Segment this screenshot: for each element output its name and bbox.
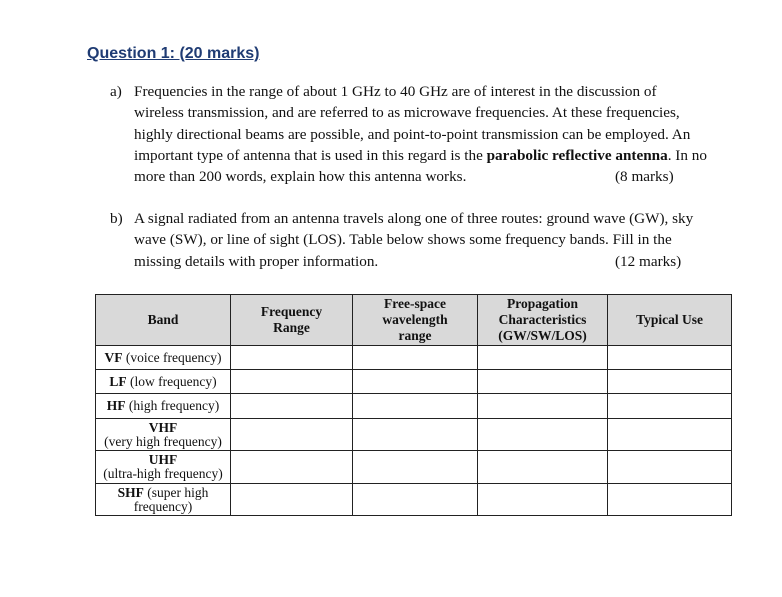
table-header-row (96, 295, 732, 346)
cell-frequency-range[interactable] (231, 419, 353, 451)
cell-typical-use[interactable] (608, 346, 732, 370)
header-typical-use: Typical Use (608, 295, 732, 346)
cell-propagation[interactable] (478, 394, 608, 419)
band-hf: HF (high frequency) (96, 394, 231, 419)
table-row (96, 419, 732, 451)
parabolic-antenna-term: parabolic reflective antenna (486, 146, 668, 164)
part-b-line-3 (134, 251, 750, 272)
part-b-line-2: wave (SW), or line of sight (LOS). Table below shows some frequency bands. Fill in the (134, 231, 672, 249)
header-frequency-range: Frequency Range (231, 295, 353, 346)
part-a-label: a) (110, 83, 122, 100)
table-row (96, 346, 732, 370)
band-vf: VF (voice frequency) (96, 346, 231, 370)
part-a-line-4-start: important type of antenna that is used in this regard is the (134, 146, 487, 164)
cell-wavelength-range[interactable] (353, 370, 478, 394)
cell-propagation[interactable] (478, 346, 608, 370)
cell-propagation[interactable] (478, 370, 608, 394)
cell-frequency-range[interactable] (231, 346, 353, 370)
cell-typical-use[interactable] (608, 484, 732, 516)
part-a (110, 81, 750, 187)
table-row (96, 484, 732, 516)
cell-wavelength-range[interactable] (353, 451, 478, 484)
cell-propagation[interactable] (478, 484, 608, 516)
cell-wavelength-range[interactable] (353, 346, 478, 370)
cell-frequency-range[interactable] (231, 370, 353, 394)
question-heading: Question 1: (20 marks) (87, 45, 260, 62)
band-shf: SHF (super high frequency) (96, 484, 231, 516)
part-b (110, 208, 750, 272)
table-row (96, 394, 732, 419)
part-b-label: b) (110, 210, 123, 227)
cell-wavelength-range[interactable] (353, 484, 478, 516)
cell-typical-use[interactable] (608, 394, 732, 419)
part-a-line-1: Frequencies in the range of about 1 GHz to 40 GHz are of interest in the discussion of (134, 83, 657, 100)
band-lf: LF (low frequency) (96, 370, 231, 394)
table-row (96, 370, 732, 394)
cell-typical-use[interactable] (608, 370, 732, 394)
cell-propagation[interactable] (478, 419, 608, 451)
part-a-line-5-text: more than 200 words, explain how this antenna works. (134, 168, 467, 186)
part-a-line-2: wireless transmission, and are referred to as microwave frequencies. At these frequencies, (134, 104, 680, 122)
cell-frequency-range[interactable] (231, 394, 353, 419)
cell-propagation[interactable] (478, 451, 608, 484)
band-vhf: VHF (very high frequency) (96, 419, 231, 451)
cell-frequency-range[interactable] (231, 484, 353, 516)
part-b-line-1: A signal radiated from an antenna travels along one of three routes: ground wave (GW), sky (134, 210, 694, 227)
table-row (96, 451, 732, 484)
cell-wavelength-range[interactable] (353, 419, 478, 451)
cell-frequency-range[interactable] (231, 451, 353, 484)
part-a-line-4 (134, 145, 750, 166)
part-a-line-4-end: . In no (667, 146, 707, 164)
frequency-bands-table (95, 294, 732, 516)
header-band: Band (96, 295, 231, 346)
cell-typical-use[interactable] (608, 451, 732, 484)
header-propagation: Propagation Characteristics (GW/SW/LOS) (478, 295, 608, 346)
part-b-marks: (12 marks) (615, 252, 682, 270)
header-wavelength-range: Free-space wavelength range (353, 295, 478, 346)
part-a-line-3: highly directional beams are possible, and point-to-point transmission can be employed. An (134, 125, 691, 143)
cell-typical-use[interactable] (608, 419, 732, 451)
band-uhf: UHF (ultra-high frequency) (96, 451, 231, 484)
part-a-line-5 (134, 166, 750, 187)
cell-wavelength-range[interactable] (353, 394, 478, 419)
part-a-marks: (8 marks) (615, 168, 674, 186)
part-b-line-3-text: missing details with proper information. (134, 252, 379, 270)
